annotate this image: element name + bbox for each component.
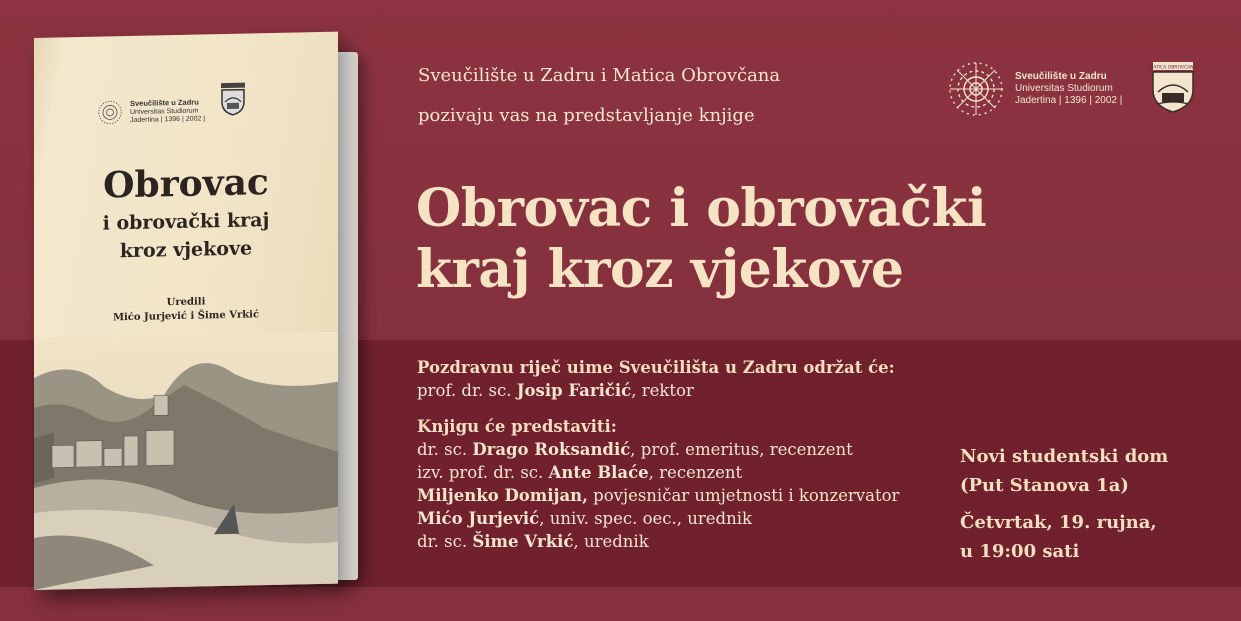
presenter-name: Ante Blaće [548, 463, 649, 482]
presenter-name: Mićo Jurjević [417, 509, 540, 528]
university-logo [945, 58, 1122, 120]
university-rosette-icon [96, 98, 124, 127]
book-image [34, 38, 346, 590]
presenter-name: Miljenko Domijan, [417, 486, 588, 505]
intro-line-2: pozivaju vas na predstavljanje knjige [418, 105, 755, 126]
university-rosette-icon [945, 58, 1007, 120]
landscape-engraving [34, 332, 338, 590]
cover-uni-years: Jadertina | 1396 | 2002 | [130, 114, 206, 124]
presenter-item: dr. sc. Šime Vrkić, urednik [417, 532, 649, 551]
matica-obrovcana-crest-icon [1147, 60, 1199, 114]
presenter-name: Šime Vrkić [472, 532, 574, 551]
intro-line-1: Sveučilište u Zadru i Matica Obrovčana [418, 65, 781, 86]
logo-uni-name: Sveučilište u Zadru [1015, 71, 1107, 82]
logo-uni-years: Jadertina | 1396 | 2002 | [1015, 95, 1123, 106]
venue-address: (Put Stanova 1a) [960, 475, 1129, 496]
background-bottom [0, 587, 1241, 621]
cover-uni-name: Sveučilište u Zadru [130, 97, 199, 108]
presenter-item: izv. prof. dr. sc. Ante Blaće, recenzent [417, 463, 743, 482]
cover-university-logo [96, 96, 205, 126]
program-details [417, 356, 937, 553]
venue-info [960, 442, 1230, 566]
event-title-line-1: Obrovac i obrovački [416, 178, 987, 239]
book-cover [34, 32, 338, 590]
crest-label: MATICA OBROVČANA [1149, 65, 1197, 71]
event-title [416, 178, 986, 300]
presenter-item: Miljenko Domijan, povjesničar umjetnosti i konzervator [417, 486, 900, 505]
presenter-item: Mićo Jurjević, univ. spec. oec., urednik [417, 509, 753, 528]
cover-title-line2: i obrovački kraj [102, 209, 270, 235]
greeting-heading: Pozdravnu riječ uime Sveučilišta u Zadru održat će: [417, 358, 895, 377]
cover-editors: Mićo Jurjević i Šime Vrkić [112, 309, 260, 324]
speaker-name: Josip Faričić [516, 381, 632, 400]
presenters-heading: Knjigu će predstaviti: [417, 417, 617, 436]
event-time: u 19:00 sati [960, 541, 1080, 562]
presenter-name: Drago Roksandić [472, 440, 631, 459]
venue-name: Novi studentski dom [960, 446, 1169, 467]
presenter-item: dr. sc. Drago Roksandić, prof. emeritus, recenzent [417, 440, 853, 459]
event-date: Četvrtak, 19. rujna, [960, 512, 1157, 533]
cover-editors-label: Uredili [166, 296, 206, 309]
cover-crest-icon [218, 82, 248, 117]
cover-uni-latin: Universitas Studiorum [130, 107, 199, 116]
event-title-line-2: kraj kroz vjekove [416, 239, 904, 300]
cover-title-main: Obrovac [103, 161, 269, 207]
logo-uni-latin: Universitas Studiorum [1015, 83, 1113, 94]
greeting-speaker: prof. dr. sc. Josip Faričić, rektor [417, 381, 694, 400]
cover-title-line3: kroz vjekove [119, 237, 253, 263]
